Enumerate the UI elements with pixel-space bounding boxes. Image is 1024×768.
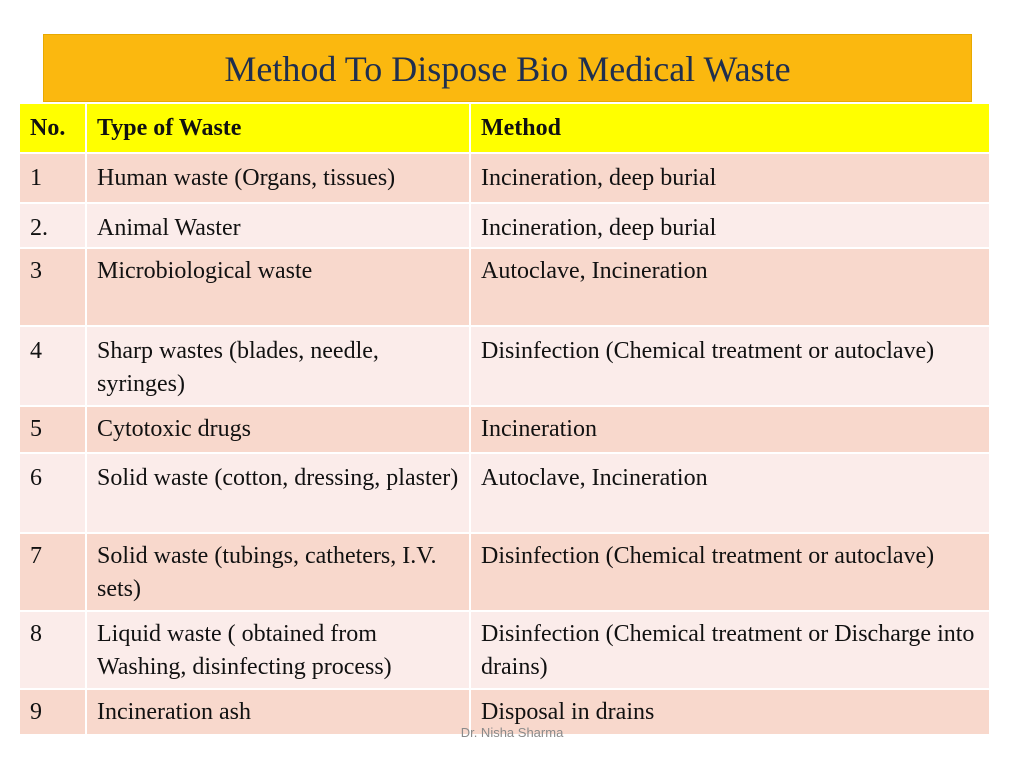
cell-no: 7 <box>19 533 86 611</box>
table-row <box>19 248 990 326</box>
table-row <box>19 153 990 203</box>
cell-no: 5 <box>19 406 86 453</box>
header-no: No. <box>19 103 86 153</box>
cell-no: 2. <box>19 203 86 248</box>
author-footer: Dr. Nisha Sharma <box>460 725 564 740</box>
table-row <box>19 203 990 248</box>
cell-type: Microbiological waste <box>86 248 470 326</box>
table-row <box>19 611 990 689</box>
table-row <box>19 453 990 533</box>
cell-no: 1 <box>19 153 86 203</box>
header-method: Method <box>470 103 990 153</box>
cell-no: 8 <box>19 611 86 689</box>
cell-type: Incineration ash <box>86 689 470 735</box>
cell-type: Liquid waste ( obtained from Washing, disinfecting process) <box>86 611 470 689</box>
cell-no: 9 <box>19 689 86 735</box>
cell-method: Autoclave, Incineration <box>470 248 990 326</box>
cell-method: Disinfection (Chemical treatment or autoclave) <box>470 533 990 611</box>
page-title: Method To Dispose Bio Medical Waste <box>224 49 791 89</box>
table-row <box>19 406 990 453</box>
cell-type: Human waste (Organs, tissues) <box>86 153 470 203</box>
cell-no: 4 <box>19 326 86 406</box>
table-row <box>19 326 990 406</box>
cell-method: Incineration, deep burial <box>470 153 990 203</box>
cell-type: Sharp wastes (blades, needle, syringes) <box>86 326 470 406</box>
cell-type: Cytotoxic drugs <box>86 406 470 453</box>
cell-method: Disposal in drains <box>470 689 990 735</box>
cell-type: Animal Waster <box>86 203 470 248</box>
cell-method: Autoclave, Incineration <box>470 453 990 533</box>
waste-disposal-table <box>18 102 991 736</box>
cell-type: Solid waste (cotton, dressing, plaster) <box>86 453 470 533</box>
cell-type: Solid waste (tubings, catheters, I.V. sets) <box>86 533 470 611</box>
cell-method: Disinfection (Chemical treatment or Discharge into drains) <box>470 611 990 689</box>
header-type-of-waste: Type of Waste <box>86 103 470 153</box>
cell-no: 6 <box>19 453 86 533</box>
cell-no: 3 <box>19 248 86 326</box>
table-header-row <box>19 103 990 153</box>
cell-method: Incineration <box>470 406 990 453</box>
table-row <box>19 533 990 611</box>
cell-method: Disinfection (Chemical treatment or autoclave) <box>470 326 990 406</box>
cell-method: Incineration, deep burial <box>470 203 990 248</box>
title-banner <box>43 34 972 102</box>
